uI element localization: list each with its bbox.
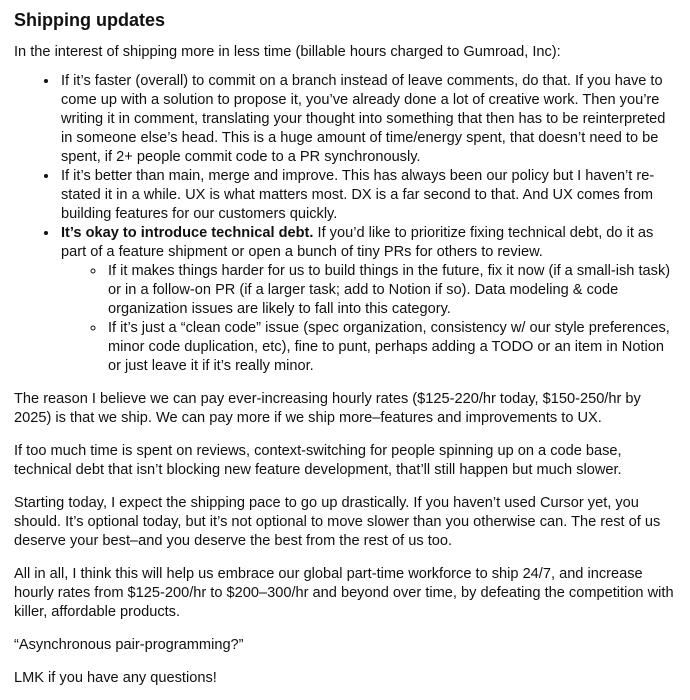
intro-paragraph: In the interest of shipping more in less time (billable hours charged to Gumroad, Inc):: [14, 44, 561, 60]
sub-bullet-item: ◦ If it makes things harder for us to build things in the future, fix it now (if a small-ish task) or in a follow-on PR (if a larger task; add to Notion if so). Data modeling & code organization issues are likely to fall into this category.: [106, 262, 676, 319]
bullet-item: [59, 72, 676, 167]
document-title: Shipping updates: [14, 10, 165, 30]
paragraph-pace: Starting today, I expect the shipping pace to go up drastically. If you haven’t used Cursor yet, you should. It’s optional today, but it’s not optional to move slower than you otherwise can. The rest of us deserve your best–and you deserve the best from the rest of us too.: [14, 495, 661, 549]
bullet-bold-lead: It’s okay to introduce technical debt.: [61, 225, 314, 241]
sub-bullet-item: ◦ If it’s just a “clean code” issue (spec organization, consistency w/ our style preferences, minor code duplication, etc), fine to punt, perhaps adding a TODO or an item in Notion or just leave it if it’s really minor.: [106, 319, 676, 376]
paragraph-closing: LMK if you have any questions!: [14, 670, 217, 686]
paragraph-rates: The reason I believe we can pay ever-increasing hourly rates ($125-220/hr today, $150-250/hr by 2025) is that we ship. We can pay more if we ship more–features and improvements to UX.: [14, 391, 641, 426]
sub-bullet-list: [61, 262, 676, 376]
bullet-list: [14, 72, 676, 376]
paragraph-quote: “Asynchronous pair-programming?”: [14, 637, 244, 653]
bullet-item: [59, 167, 676, 224]
bullet-text: If you’d like to prioritize fixing technical debt, do it as part of a feature shipment or open a bunch of tiny PRs for others to review.: [61, 225, 654, 260]
bullet-text: If it’s faster (overall) to commit on a branch instead of leave comments, do that. If you have to come up with a solution to propose it, you’ve already done a lot of creative work. Then you’re writing it in comment, translating your thought into something that then has to be reinterpreted in someone else’s head. This is a huge amount of time/energy spent, that doesn’t need to be spent, if 2+ people commit code to a PR synchronously.: [61, 73, 666, 165]
paragraph-reviews: If too much time is spent on reviews, context-switching for people spinning up on a code base, technical debt that isn’t blocking new feature development, that’ll still happen but much slower.: [14, 443, 622, 478]
bullet-item: [59, 224, 676, 376]
bullet-text: If it’s better than main, merge and improve. This has always been our policy but I haven’t re-stated it in a while. UX is what matters most. DX is a far second to that. And UX comes from building features for our customers quickly.: [61, 168, 655, 222]
paragraph-summary: All in all, I think this will help us embrace our global part-time workforce to ship 24/7, and increase hourly rates from $125-200/hr to $200–300/hr and beyond over time, by defeating the competition with killer, affordable products.: [14, 566, 674, 620]
